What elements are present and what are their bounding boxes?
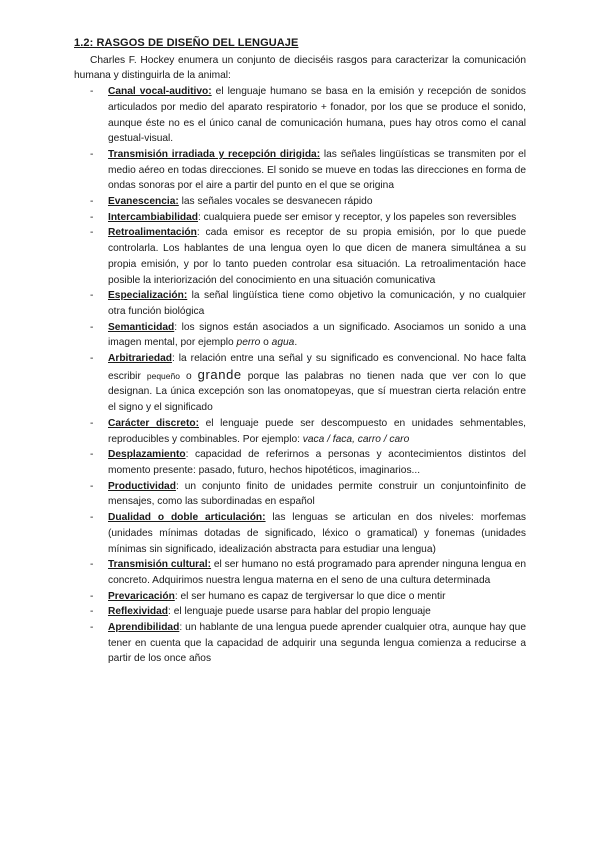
- bullet-dash: -: [90, 353, 94, 365]
- bullet-dash: -: [90, 148, 94, 160]
- bullet-dash: -: [90, 590, 94, 602]
- trait-text: las lenguas se articulan en dos niveles: morfemas (unidades mínimas dotadas de significado, léxico o gramatical) y fonemas (unidades mínimas sin significado, idealización abstracta para estudiar una lengua): [108, 512, 526, 555]
- trait-item: [74, 320, 526, 351]
- trait-term: Prevaricación: [108, 590, 175, 602]
- trait-item: [74, 604, 526, 620]
- trait-item: [74, 510, 526, 557]
- trait-text-end: porque las palabras no tienen nada que ver con lo que designan. La única excepción son las onomatopeyas, que sí muestran cierta relación entre el signo y el significado: [108, 370, 526, 414]
- trait-item: [74, 351, 526, 416]
- trait-text: el lenguaje puede ser descompuesto en unidades sehmentables, reproducibles y combinables. Por ejemplo:: [108, 417, 526, 445]
- trait-term: Canal vocal-auditivo:: [108, 86, 212, 98]
- trait-term: Transmisión cultural:: [108, 559, 212, 571]
- trait-term: Evanescencia:: [108, 196, 179, 208]
- bullet-dash: -: [90, 196, 94, 208]
- bullet-dash: -: [90, 622, 94, 634]
- trait-text: el ser humano no está programado para aprender ninguna lengua en concreto. Adquirimos nuestra lengua materna en el seno de una cultura determinada: [108, 559, 527, 586]
- trait-term: Retroalimentación: [108, 227, 197, 239]
- trait-term: Aprendibilidad: [108, 622, 180, 634]
- bullet-dash: -: [90, 480, 94, 492]
- trait-term: Dualidad o doble articulación:: [108, 512, 266, 524]
- trait-text: el lenguaje humano se basa en la emisión y recepción de sonidos articulados por medio del aparato respiratorio + fonador, por los que se produce el sonido, aunque éste no es el único canal de comunicación humana, pues hay otros como el canal gestual-visual.: [108, 86, 526, 145]
- trait-text: : cada emisor es receptor de su propia emisión, por lo que puede controlarla. Los hablantes de una lengua oyen lo que dicen de manera simultánea a su propia emisión, y por lo tanto pueden controlar esa situación. La retroalimentación hace posible la interiorización del conocimiento en una situación comunicativa: [108, 227, 526, 286]
- trait-text-end: .: [294, 337, 298, 349]
- bullet-dash: -: [90, 606, 94, 618]
- trait-item: [74, 225, 526, 288]
- small-example-word: pequeño: [146, 370, 180, 381]
- trait-text: : la relación entre una señal y su significado es convencional. No hace falta escribir: [108, 353, 526, 382]
- trait-item: [74, 84, 526, 147]
- trait-item: [74, 589, 526, 605]
- bullet-dash: -: [90, 559, 94, 571]
- trait-item: [74, 479, 526, 510]
- big-example-word: grande: [197, 366, 242, 382]
- example-words: vaca / faca, carro / caro: [302, 433, 410, 445]
- trait-text: : el lenguaje puede usarse para hablar del propio lenguaje: [168, 606, 431, 618]
- trait-term: Especialización:: [108, 290, 188, 302]
- trait-item: [74, 194, 526, 210]
- example-word: agua: [271, 337, 295, 349]
- document-page: [74, 36, 526, 667]
- trait-text: : cualquiera puede ser emisor y receptor, y los papeles son reversibles: [198, 211, 517, 223]
- trait-item: [74, 447, 526, 478]
- trait-text: : el ser humano es capaz de tergiversar lo que dice o mentir: [174, 590, 446, 602]
- trait-item: [74, 557, 526, 588]
- trait-text: : los signos están asociados a un significado. Asociamos un sonido a una imagen mental, por ejemplo: [108, 321, 526, 349]
- trait-term: Arbitrariedad: [108, 353, 172, 365]
- trait-term: Reflexividad: [108, 606, 169, 618]
- trait-term: Carácter discreto:: [108, 417, 199, 429]
- trait-text: las señales lingüísticas se transmiten por el medio aéreo en todas direcciones. El sonido se mueve en todas las direcciones en forma de ondas sonoras por el aire a partir del punto en el que se origina: [108, 148, 526, 192]
- trait-term: Productividad: [108, 480, 176, 492]
- section-title: 1.2: RASGOS DE DISEÑO DEL LENGUAJE: [74, 37, 299, 49]
- bullet-dash: -: [90, 321, 94, 333]
- trait-item: [74, 288, 526, 319]
- trait-term: Transmisión irradiada y recepción dirigida:: [108, 148, 321, 160]
- bullet-dash: -: [90, 449, 94, 461]
- bullet-dash: -: [90, 86, 94, 98]
- trait-text-connector: o: [179, 370, 198, 382]
- bullet-dash: -: [90, 211, 94, 223]
- trait-text: : un conjunto finito de unidades permite construir un conjuntoinfinito de mensajes, como las subordinadas en español: [108, 480, 526, 508]
- trait-term: Semanticidad: [108, 321, 175, 333]
- bullet-dash: -: [90, 290, 94, 302]
- trait-item: [74, 620, 526, 667]
- trait-text: : un hablante de una lengua puede aprender cualquier otra, aunque hay que tener en cuenta que la capacidad de adquirir una segunda lengua comienza a reducirse a partir de los once años: [108, 622, 526, 665]
- trait-text: : capacidad de referirnos a personas y acontecimientos distintos del momento presente: pasado, futuro, hechos hipotéticos, imaginarios...: [108, 449, 526, 476]
- bullet-dash: -: [90, 417, 94, 429]
- trait-item: [74, 416, 526, 447]
- trait-text: las señales vocales se desvanecen rápido: [178, 196, 373, 208]
- bullet-dash: -: [90, 227, 94, 239]
- bullet-dash: -: [90, 512, 94, 524]
- trait-text: la señal lingüística tiene como objetivo la comunicación, y no cualquier otra función biológica: [108, 290, 526, 317]
- traits-list: [74, 84, 526, 667]
- trait-text-connector: o: [260, 337, 272, 349]
- example-word: perro: [236, 337, 261, 349]
- trait-term: Desplazamiento: [108, 449, 186, 461]
- trait-item: [74, 147, 526, 194]
- trait-item: [74, 210, 526, 226]
- intro-paragraph: Charles F. Hockey enumera un conjunto de dieciséis rasgos para caracterizar la comunicación humana y distinguirla de la animal:: [74, 54, 526, 82]
- trait-term: Intercambiabilidad: [108, 211, 199, 223]
